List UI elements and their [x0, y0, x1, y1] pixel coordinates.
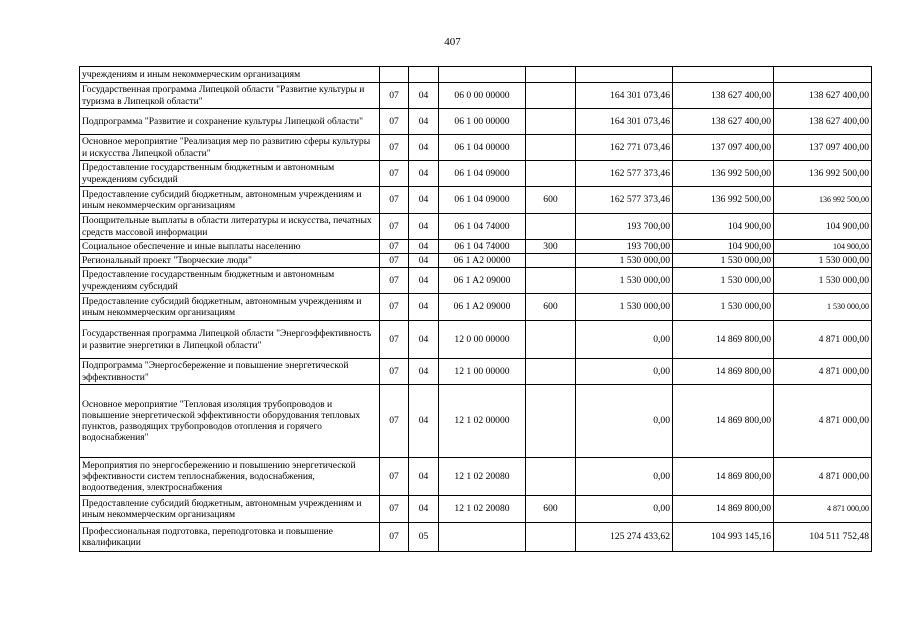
row-amount-year-3	[774, 67, 872, 83]
row-amount-year-3: 136 992 500,00	[774, 187, 872, 214]
row-subsection-code: 04	[409, 321, 439, 359]
row-section-code: 07	[380, 458, 409, 496]
row-amount-year-1: 0,00	[576, 385, 673, 458]
row-amount-year-2: 136 992 500,00	[673, 161, 774, 187]
row-amount-year-2: 1 530 000,00	[673, 294, 774, 321]
row-amount-year-1: 0,00	[576, 321, 673, 359]
row-subsection-code: 04	[409, 187, 439, 214]
row-expense-type-code: 600	[526, 187, 576, 214]
table-row	[80, 240, 872, 254]
row-amount-year-3: 104 511 752,48	[774, 523, 872, 552]
row-name: учреждениям и иным некоммерческим организациям	[80, 67, 380, 83]
table-row	[80, 109, 872, 135]
row-name: Предоставление государственным бюджетным и автономным учреждениям субсидий	[80, 161, 380, 187]
row-expense-type-code: 600	[526, 294, 576, 321]
row-amount-year-1: 162 577 373,46	[576, 161, 673, 187]
row-section-code: 07	[380, 83, 409, 109]
row-name: Мероприятия по энергосбережению и повышению энергетической эффективности систем теплоснабжения, водоснабжения, водоотведения, электроснабжения	[80, 458, 380, 496]
table-row	[80, 321, 872, 359]
table-row	[80, 254, 872, 268]
row-target-article-code: 06 1 A2 09000	[439, 294, 526, 321]
row-target-article-code	[439, 67, 526, 83]
row-expense-type-code	[526, 321, 576, 359]
table-row	[80, 268, 872, 294]
row-amount-year-1: 162 771 073,46	[576, 135, 673, 161]
row-amount-year-2: 138 627 400,00	[673, 109, 774, 135]
row-subsection-code: 04	[409, 135, 439, 161]
row-subsection-code: 04	[409, 458, 439, 496]
row-amount-year-1: 164 301 073,46	[576, 109, 673, 135]
row-subsection-code: 04	[409, 214, 439, 240]
row-amount-year-3: 138 627 400,00	[774, 83, 872, 109]
row-subsection-code	[409, 67, 439, 83]
row-name: Предоставление субсидий бюджетным, автономным учреждениям и иным некоммерческим организациям	[80, 294, 380, 321]
row-target-article-code: 06 1 A2 09000	[439, 268, 526, 294]
table-row	[80, 385, 872, 458]
row-subsection-code: 04	[409, 109, 439, 135]
row-expense-type-code	[526, 109, 576, 135]
row-target-article-code: 06 1 04 00000	[439, 135, 526, 161]
row-expense-type-code	[526, 523, 576, 552]
row-amount-year-2: 14 869 800,00	[673, 458, 774, 496]
row-amount-year-3: 1 530 000,00	[774, 254, 872, 268]
row-amount-year-2: 14 869 800,00	[673, 321, 774, 359]
row-amount-year-3: 136 992 500,00	[774, 161, 872, 187]
row-name: Социальное обеспечение и иные выплаты населению	[80, 240, 380, 254]
row-target-article-code: 06 1 04 09000	[439, 161, 526, 187]
row-expense-type-code	[526, 458, 576, 496]
row-amount-year-2: 14 869 800,00	[673, 359, 774, 385]
row-amount-year-3: 138 627 400,00	[774, 109, 872, 135]
row-amount-year-1: 1 530 000,00	[576, 254, 673, 268]
row-subsection-code: 04	[409, 385, 439, 458]
row-name: Поощрительные выплаты в области литературы и искусства, печатных средств массовой информации	[80, 214, 380, 240]
row-name: Предоставление субсидий бюджетным, автономным учреждениям и иным некоммерческим организациям	[80, 187, 380, 214]
row-target-article-code: 06 1 04 74000	[439, 214, 526, 240]
row-amount-year-3: 4 871 000,00	[774, 359, 872, 385]
row-section-code: 07	[380, 240, 409, 254]
row-amount-year-2: 1 530 000,00	[673, 254, 774, 268]
row-subsection-code: 04	[409, 294, 439, 321]
row-amount-year-2: 137 097 400,00	[673, 135, 774, 161]
row-expense-type-code	[526, 254, 576, 268]
row-amount-year-2: 104 900,00	[673, 240, 774, 254]
row-subsection-code: 04	[409, 254, 439, 268]
row-name: Предоставление государственным бюджетным и автономным учреждениям субсидий	[80, 268, 380, 294]
row-section-code: 07	[380, 321, 409, 359]
row-name: Региональный проект "Творческие люди"	[80, 254, 380, 268]
row-amount-year-1: 125 274 433,62	[576, 523, 673, 552]
row-section-code: 07	[380, 268, 409, 294]
row-subsection-code: 05	[409, 523, 439, 552]
row-target-article-code: 12 1 02 20080	[439, 496, 526, 523]
row-amount-year-1: 1 530 000,00	[576, 268, 673, 294]
row-section-code: 07	[380, 254, 409, 268]
table-row	[80, 187, 872, 214]
row-name: Основное мероприятие "Реализация мер по развитию сферы культуры и искусства Липецкой области"	[80, 135, 380, 161]
row-target-article-code	[439, 523, 526, 552]
table-row	[80, 294, 872, 321]
table-body	[80, 67, 872, 552]
row-name: Государственная программа Липецкой области "Развитие культуры и туризма в Липецкой области"	[80, 83, 380, 109]
budget-table	[79, 66, 872, 552]
row-name: Основное мероприятие "Тепловая изоляция трубопроводов и повышение энергетической эффективности оборудования тепловых пунктов, разводящих трубопроводов отопления и горячего водоснабжения"	[80, 385, 380, 458]
table-row	[80, 83, 872, 109]
row-amount-year-3: 4 871 000,00	[774, 385, 872, 458]
row-amount-year-2: 14 869 800,00	[673, 496, 774, 523]
row-amount-year-3: 4 871 000,00	[774, 458, 872, 496]
table-row	[80, 523, 872, 552]
row-amount-year-1: 0,00	[576, 496, 673, 523]
row-section-code: 07	[380, 294, 409, 321]
row-amount-year-2: 136 992 500,00	[673, 187, 774, 214]
row-section-code	[380, 67, 409, 83]
row-expense-type-code	[526, 67, 576, 83]
row-section-code: 07	[380, 496, 409, 523]
row-subsection-code: 04	[409, 496, 439, 523]
row-section-code: 07	[380, 187, 409, 214]
row-amount-year-2	[673, 67, 774, 83]
table-row	[80, 458, 872, 496]
row-amount-year-2: 104 993 145,16	[673, 523, 774, 552]
row-expense-type-code	[526, 359, 576, 385]
row-amount-year-1: 0,00	[576, 458, 673, 496]
row-expense-type-code	[526, 268, 576, 294]
row-subsection-code: 04	[409, 161, 439, 187]
row-name: Подпрограмма "Развитие и сохранение культуры Липецкой области"	[80, 109, 380, 135]
row-target-article-code: 06 1 A2 00000	[439, 254, 526, 268]
row-section-code: 07	[380, 161, 409, 187]
row-amount-year-3: 1 530 000,00	[774, 294, 872, 321]
row-amount-year-2: 104 900,00	[673, 214, 774, 240]
row-amount-year-3: 104 900,00	[774, 240, 872, 254]
row-amount-year-2: 14 869 800,00	[673, 385, 774, 458]
row-expense-type-code	[526, 385, 576, 458]
row-section-code: 07	[380, 214, 409, 240]
row-target-article-code: 06 1 04 74000	[439, 240, 526, 254]
row-name: Предоставление субсидий бюджетным, автономным учреждениям и иным некоммерческим организациям	[80, 496, 380, 523]
row-expense-type-code	[526, 83, 576, 109]
row-amount-year-1: 0,00	[576, 359, 673, 385]
row-expense-type-code	[526, 135, 576, 161]
row-target-article-code: 12 1 00 00000	[439, 359, 526, 385]
row-amount-year-3: 1 530 000,00	[774, 268, 872, 294]
row-subsection-code: 04	[409, 240, 439, 254]
table-row	[80, 67, 872, 83]
row-amount-year-1	[576, 67, 673, 83]
table-row	[80, 496, 872, 523]
row-target-article-code: 12 0 00 00000	[439, 321, 526, 359]
row-amount-year-1: 193 700,00	[576, 240, 673, 254]
row-section-code: 07	[380, 109, 409, 135]
row-target-article-code: 06 1 00 00000	[439, 109, 526, 135]
row-section-code: 07	[380, 135, 409, 161]
table-row	[80, 214, 872, 240]
row-expense-type-code: 600	[526, 496, 576, 523]
table-row	[80, 135, 872, 161]
row-expense-type-code: 300	[526, 240, 576, 254]
row-subsection-code: 04	[409, 359, 439, 385]
row-target-article-code: 12 1 02 20080	[439, 458, 526, 496]
row-name: Подпрограмма "Энергосбережение и повышение энергетической эффективности"	[80, 359, 380, 385]
row-amount-year-1: 164 301 073,46	[576, 83, 673, 109]
row-expense-type-code	[526, 214, 576, 240]
row-name: Государственная программа Липецкой области "Энергоэффективность и развитие энергетики в Липецкой области"	[80, 321, 380, 359]
row-amount-year-3: 4 871 000,00	[774, 496, 872, 523]
table-row	[80, 359, 872, 385]
page-number: 407	[444, 36, 461, 48]
row-section-code: 07	[380, 385, 409, 458]
row-amount-year-1: 1 530 000,00	[576, 294, 673, 321]
row-target-article-code: 06 1 04 09000	[439, 187, 526, 214]
row-subsection-code: 04	[409, 83, 439, 109]
row-amount-year-2: 1 530 000,00	[673, 268, 774, 294]
row-name: Профессиональная подготовка, переподготовка и повышение квалификации	[80, 523, 380, 552]
row-amount-year-1: 193 700,00	[576, 214, 673, 240]
row-amount-year-2: 138 627 400,00	[673, 83, 774, 109]
row-subsection-code: 04	[409, 268, 439, 294]
row-target-article-code: 06 0 00 00000	[439, 83, 526, 109]
table-row	[80, 161, 872, 187]
row-amount-year-3: 104 900,00	[774, 214, 872, 240]
row-target-article-code: 12 1 02 00000	[439, 385, 526, 458]
row-expense-type-code	[526, 161, 576, 187]
row-section-code: 07	[380, 359, 409, 385]
row-amount-year-1: 162 577 373,46	[576, 187, 673, 214]
row-section-code: 07	[380, 523, 409, 552]
row-amount-year-3: 137 097 400,00	[774, 135, 872, 161]
row-amount-year-3: 4 871 000,00	[774, 321, 872, 359]
